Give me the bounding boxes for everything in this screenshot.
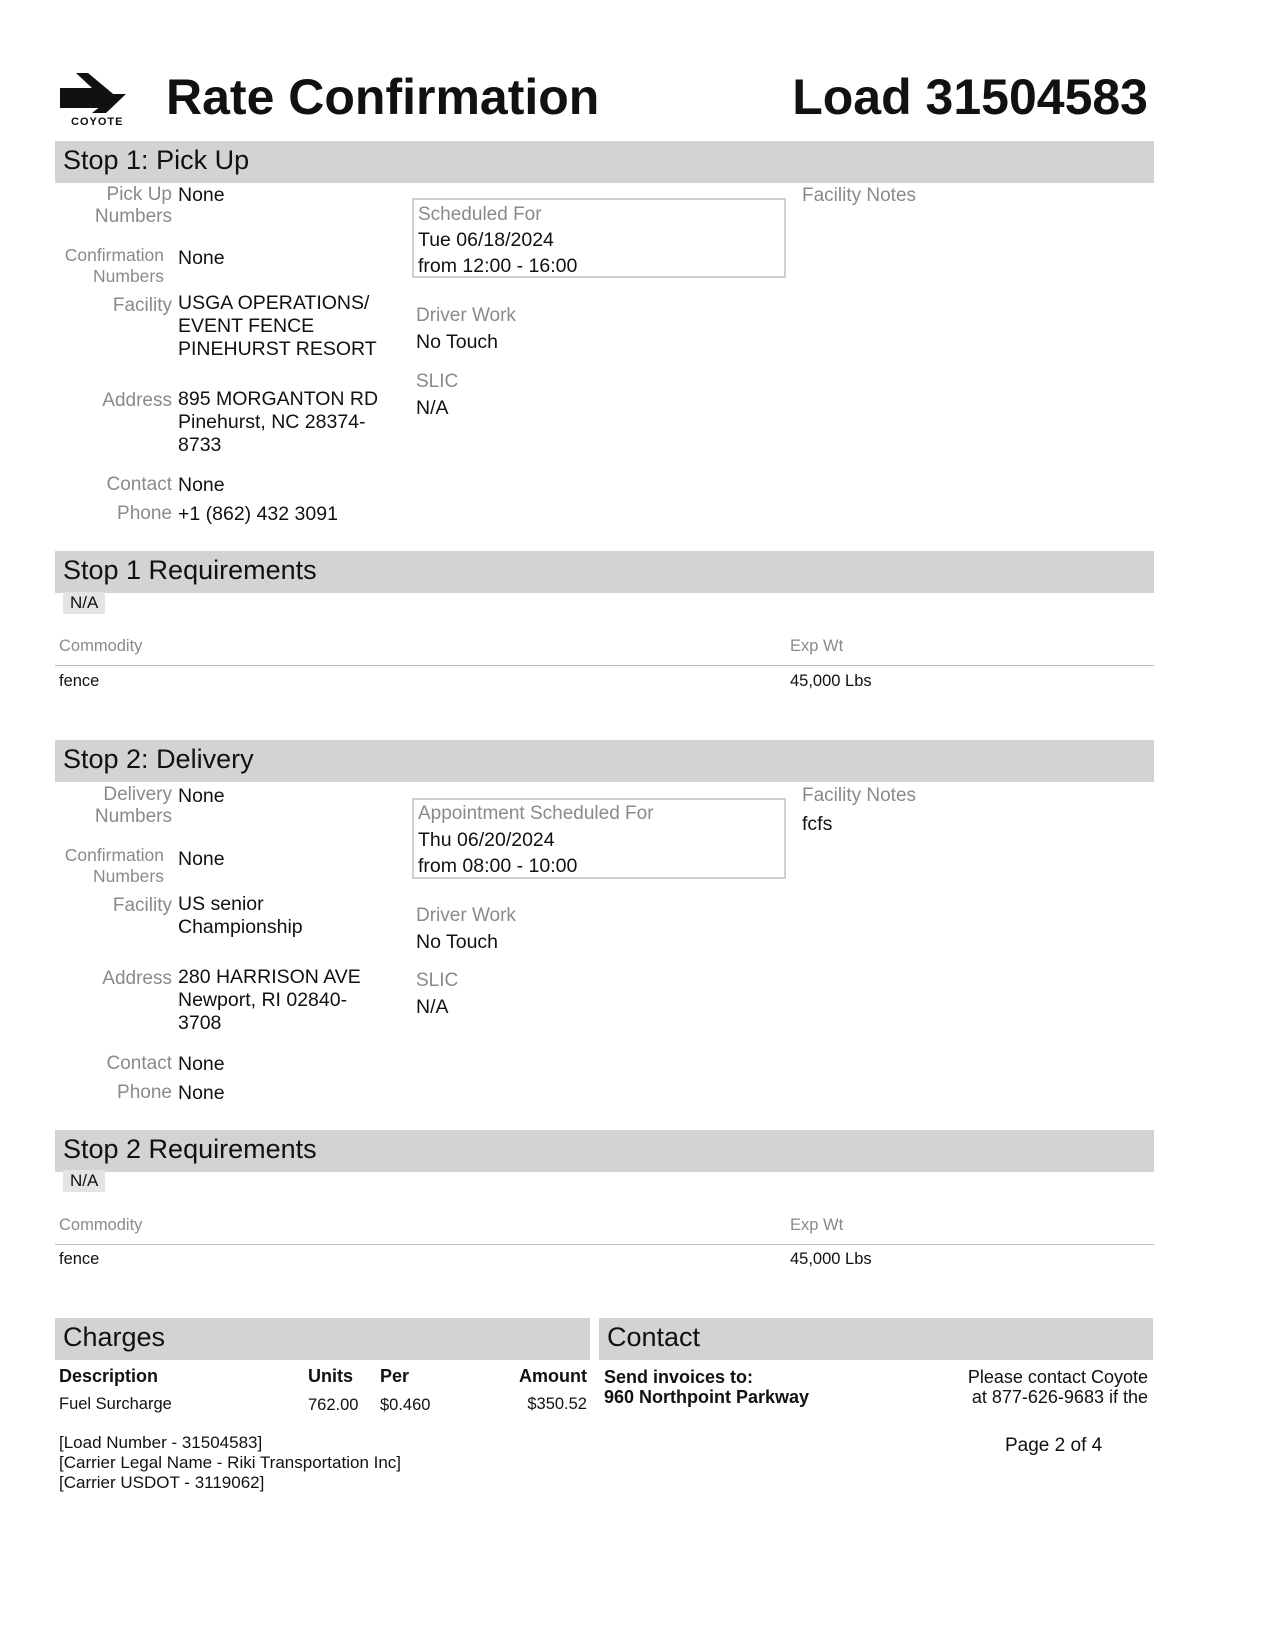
delivery-numbers-value: None: [178, 785, 225, 807]
confirmation-numbers-label: Confirmation Numbers: [64, 245, 164, 286]
contact-header: [599, 1318, 1153, 1360]
driver-work-label: Driver Work: [416, 905, 516, 926]
load-number-title: Load 31504583: [792, 69, 1148, 125]
confirmation-numbers-value: None: [178, 848, 225, 870]
facility-value: [178, 893, 303, 939]
contact-note-line1: Please contact Coyote: [967, 1367, 1148, 1387]
charge-units: 762.00: [308, 1396, 359, 1414]
page-number: Page 2 of 4: [1005, 1435, 1103, 1456]
address-line: 895 MORGANTON RD: [178, 388, 379, 410]
contact-value: None: [178, 1053, 225, 1075]
facility-notes-label: Facility Notes: [802, 785, 917, 806]
requirements-badge: N/A: [63, 1170, 105, 1192]
address-line: Newport, RI 02840-: [178, 989, 348, 1011]
stop-2-header: [55, 740, 1154, 782]
commodity-header: Commodity: [59, 637, 143, 655]
facility-label: Facility: [112, 295, 172, 316]
appointment-date: Thu 06/20/2024: [418, 829, 555, 851]
charges-col-description: Description: [59, 1366, 159, 1386]
stop-2-heading: Stop 2: Delivery: [63, 744, 254, 774]
slic-value: N/A: [416, 996, 449, 1018]
phone-value: +1 (862) 432 3091: [178, 503, 338, 525]
facility-line: Championship: [178, 916, 303, 938]
address-value: [178, 966, 361, 1035]
phone-label: Phone: [117, 1082, 172, 1103]
contact-label: Contact: [106, 1053, 172, 1074]
footer-carrier-name: [Carrier Legal Name - Riki Transportation Inc]: [59, 1453, 402, 1472]
page-title: Rate Confirmation: [166, 69, 600, 125]
requirements-badge: N/A: [63, 592, 105, 614]
contact-heading: Contact: [607, 1322, 701, 1352]
confirmation-numbers-value: None: [178, 247, 225, 269]
weight-header: Exp Wt: [790, 1216, 844, 1234]
schedule-date: Tue 06/18/2024: [418, 229, 554, 251]
divider: [55, 1244, 1154, 1245]
schedule-time: from 12:00 - 16:00: [418, 255, 578, 277]
invoice-label: Send invoices to:: [604, 1367, 754, 1387]
address-line: 3708: [178, 1012, 222, 1034]
commodity-value: fence: [59, 672, 100, 690]
charges-heading: Charges: [63, 1322, 166, 1352]
charges-col-units: Units: [308, 1366, 353, 1386]
slic-label: SLIC: [416, 970, 459, 991]
facility-label: Facility: [112, 895, 172, 916]
address-line: 8733: [178, 434, 222, 456]
stop-1-heading: Stop 1: Pick Up: [63, 145, 250, 175]
contact-value: None: [178, 474, 225, 496]
driver-work-value: No Touch: [416, 931, 499, 953]
divider: [55, 665, 1154, 666]
pickup-numbers-value: None: [178, 184, 225, 206]
facility-notes-value: fcfs: [802, 813, 833, 835]
charge-amount: $350.52: [527, 1395, 587, 1413]
charges-header: [55, 1318, 590, 1360]
slic-label: SLIC: [416, 371, 459, 392]
facility-line: EVENT FENCE: [178, 315, 315, 337]
charges-col-per: Per: [380, 1366, 410, 1386]
schedule-label: Scheduled For: [418, 204, 542, 225]
facility-value: [178, 292, 377, 361]
contact-label: Contact: [106, 474, 172, 495]
address-line: 280 HARRISON AVE: [178, 966, 361, 988]
slic-value: N/A: [416, 397, 449, 419]
weight-value: 45,000 Lbs: [790, 1250, 872, 1268]
contact-note-line2: at 877-626-9683 if the: [971, 1387, 1148, 1407]
charge-per: $0.460: [380, 1396, 431, 1414]
pickup-numbers-label: Pick Up Numbers: [94, 184, 172, 227]
facility-line: PINEHURST RESORT: [178, 338, 377, 360]
phone-value: None: [178, 1082, 225, 1104]
stop-1-requirements-header: [55, 551, 1154, 593]
stop-2-requirements-heading: Stop 2 Requirements: [63, 1134, 317, 1164]
address-value: [178, 388, 378, 457]
driver-work-value: No Touch: [416, 331, 499, 353]
stop-2-requirements-header: [55, 1130, 1154, 1172]
charge-description: Fuel Surcharge: [59, 1395, 172, 1413]
address-label: Address: [102, 390, 172, 411]
footer-load-number: [Load Number - 31504583]: [59, 1433, 263, 1452]
commodity-header: Commodity: [59, 1216, 143, 1234]
commodity-value: fence: [59, 1250, 100, 1268]
driver-work-label: Driver Work: [416, 305, 516, 326]
confirmation-numbers-label: Confirmation Numbers: [64, 845, 164, 886]
stop-1-requirements-heading: Stop 1 Requirements: [63, 555, 317, 585]
charges-col-amount: Amount: [519, 1366, 587, 1386]
address-label: Address: [102, 968, 172, 989]
weight-header: Exp Wt: [790, 637, 844, 655]
delivery-numbers-label: Delivery Numbers: [94, 784, 172, 827]
stop-1-header: [55, 141, 1154, 183]
phone-label: Phone: [117, 503, 172, 524]
weight-value: 45,000 Lbs: [790, 672, 872, 690]
address-line: Pinehurst, NC 28374-: [178, 411, 366, 433]
facility-notes-label: Facility Notes: [802, 185, 917, 206]
logo-text: COYOTE: [71, 116, 124, 128]
invoice-address: 960 Northpoint Parkway: [604, 1387, 810, 1407]
facility-line: US senior: [178, 893, 264, 915]
footer-meta: [59, 1433, 401, 1493]
appointment-time: from 08:00 - 10:00: [418, 855, 578, 877]
footer-carrier-usdot: [Carrier USDOT - 3119062]: [59, 1473, 265, 1492]
appointment-label: Appointment Scheduled For: [418, 803, 654, 824]
facility-line: USGA OPERATIONS/: [178, 292, 370, 314]
